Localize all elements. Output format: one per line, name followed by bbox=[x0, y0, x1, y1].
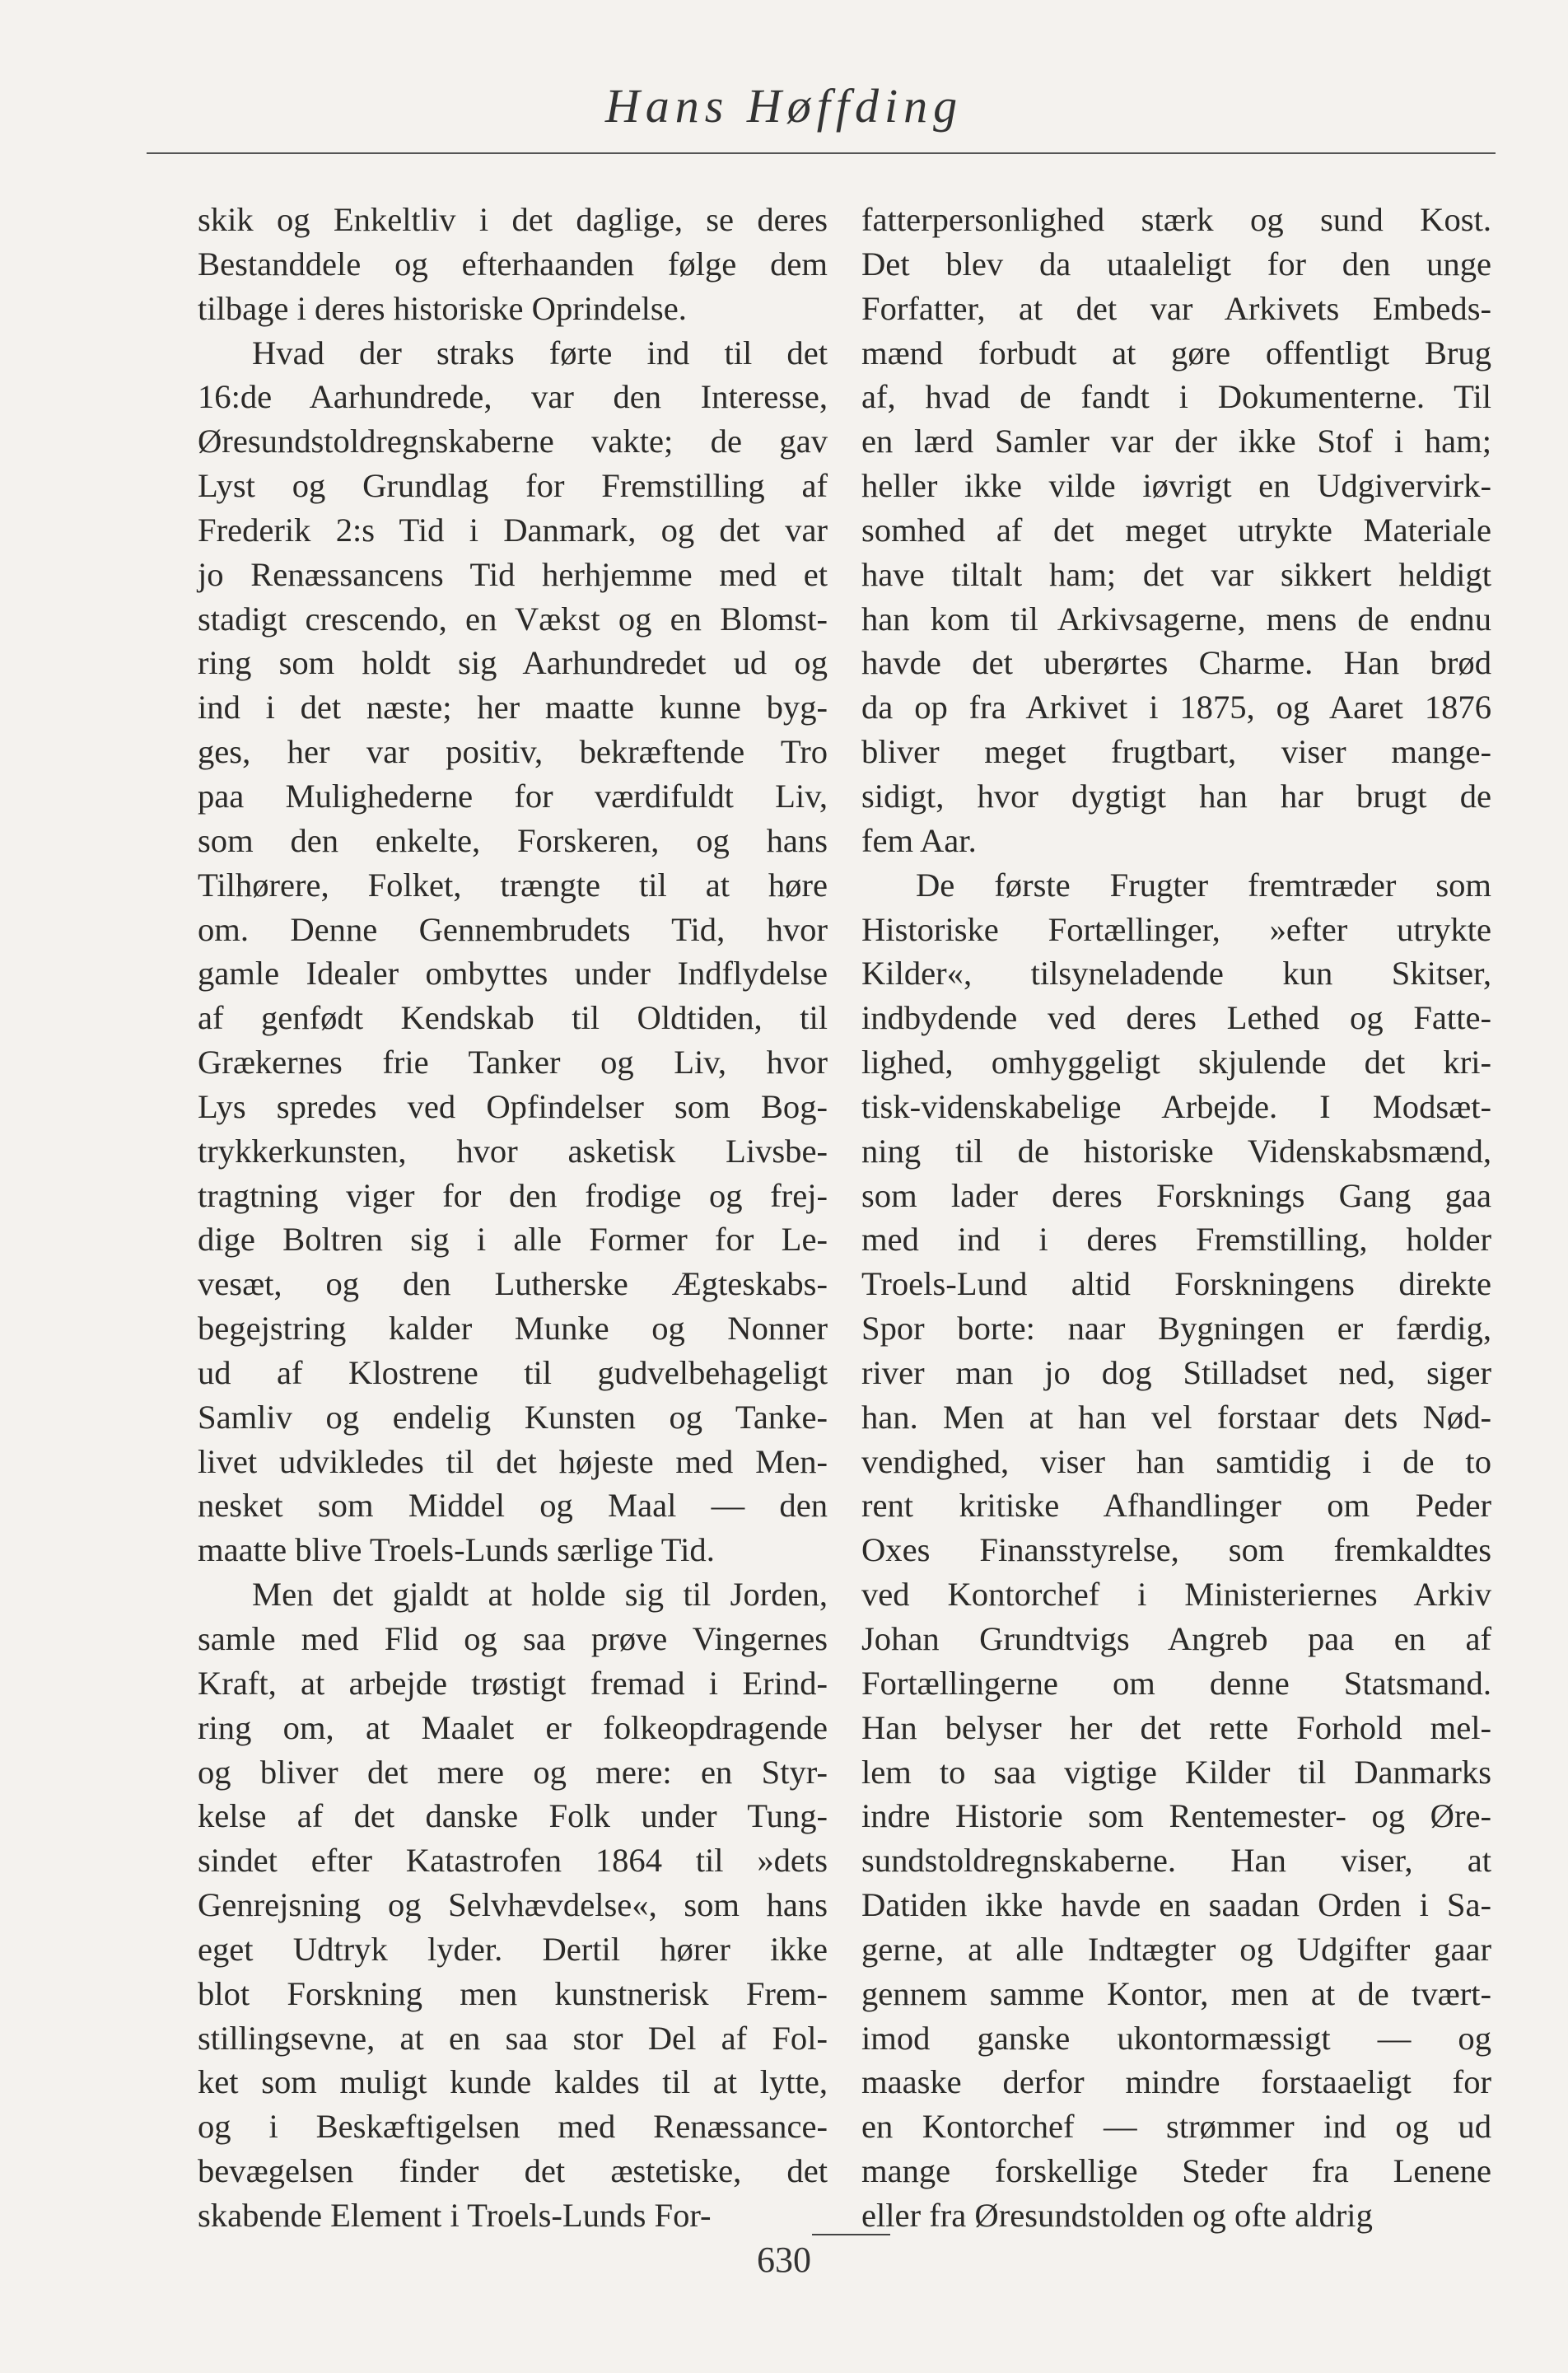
text-line: heller ikke vilde iøvrigt en Udgivervirk- bbox=[861, 467, 1491, 505]
text-line: med ind i deres Fremstilling, holder bbox=[861, 1221, 1491, 1259]
text-line: Lys spredes ved Opfindelser som Bog- bbox=[198, 1087, 828, 1125]
text-line: bevægelsen finder det æstetiske, det bbox=[198, 2152, 828, 2190]
text-line: gerne, at alle Indtægter og Udgifter gaar bbox=[861, 1930, 1491, 1968]
text-line: rent kritiske Afhandlinger om Peder bbox=[861, 1487, 1491, 1525]
text-line: som den enkelte, Forskeren, og hans bbox=[198, 821, 828, 859]
text-line: Johan Grundtvigs Angreb paa en af bbox=[861, 1620, 1491, 1657]
text-line: Men det gjaldt at holde sig til Jorden, bbox=[252, 1576, 828, 1614]
text-line: maatte blive Troels-Lunds særlige Tid. bbox=[198, 1531, 715, 1569]
text-line: bliver meget frugtbart, viser mange- bbox=[861, 733, 1491, 771]
text-line: ges, her var positiv, bekræftende Tro bbox=[198, 733, 828, 771]
text-line: vendighed, viser han samtidig i de to bbox=[861, 1442, 1491, 1480]
text-line: sindet efter Katastrofen 1864 til »dets bbox=[198, 1842, 828, 1880]
text-line: en lærd Samler var der ikke Stof i ham; bbox=[861, 423, 1491, 460]
text-line: tisk-videnskabelige Arbejde. I Modsæt- bbox=[861, 1087, 1491, 1125]
text-line: kelse af det danske Folk under Tung- bbox=[198, 1797, 828, 1835]
text-line: ring om, at Maalet er folkeopdragende bbox=[198, 1708, 828, 1746]
text-line: somhed af det meget utrykte Materiale bbox=[861, 511, 1491, 549]
text-line: De første Frugter fremtræder som bbox=[916, 866, 1491, 904]
text-line: Samliv og endelig Kunsten og Tanke- bbox=[198, 1398, 828, 1436]
text-line: Grækernes frie Tanker og Liv, hvor bbox=[198, 1044, 828, 1081]
page-number: 630 bbox=[757, 2240, 811, 2280]
text-line: skik og Enkeltliv i det daglige, se deres bbox=[198, 201, 828, 238]
text-line: imod ganske ukontormæssigt — og bbox=[861, 2019, 1491, 2057]
text-line: ring som holdt sig Aarhundredet ud og bbox=[198, 644, 828, 682]
text-line: eller fra Øresundstolden og ofte aldrig bbox=[861, 2196, 1373, 2234]
text-line: Det blev da utaaleligt for den unge bbox=[861, 245, 1491, 283]
text-line: tilbage i deres historiske Oprindelse. bbox=[198, 289, 687, 327]
text-line: fem Aar. bbox=[861, 821, 977, 859]
text-line: Lyst og Grundlag for Fremstilling af bbox=[198, 467, 828, 505]
text-line: Troels-Lund altid Forskningens direkte bbox=[861, 1265, 1491, 1303]
text-line: river man jo dog Stilladset ned, siger bbox=[861, 1353, 1491, 1391]
text-line: paa Mulighederne for værdifuldt Liv, bbox=[198, 777, 828, 815]
text-line: indre Historie som Rentemester- og Øre- bbox=[861, 1797, 1491, 1835]
text-line: lem to saa vigtige Kilder til Danmarks bbox=[861, 1753, 1491, 1791]
text-line: blot Forskning men kunstnerisk Frem- bbox=[198, 1974, 828, 2012]
text-line: af, hvad de fandt i Dokumenterne. Til bbox=[861, 378, 1491, 416]
text-line: gamle Idealer ombyttes under Indflydelse bbox=[198, 955, 828, 993]
text-line: da op fra Arkivet i 1875, og Aaret 1876 bbox=[861, 689, 1491, 726]
text-line: livet udvikledes til det højeste med Men- bbox=[198, 1442, 828, 1480]
text-line: indbydende ved deres Lethed og Fatte- bbox=[861, 999, 1491, 1037]
right-column bbox=[861, 198, 1491, 2238]
text-line: Oxes Finansstyrelse, som fremkaldtes bbox=[861, 1531, 1491, 1569]
text-line: Fortællingerne om denne Statsmand. bbox=[861, 1664, 1491, 1702]
text-line: stillingsevne, at en saa stor Del af Fol- bbox=[198, 2019, 828, 2057]
text-line: og i Beskæftigelsen med Renæssance- bbox=[198, 2108, 828, 2146]
text-line: dige Boltren sig i alle Former for Le- bbox=[198, 1221, 828, 1259]
text-line: af genfødt Kendskab til Oldtiden, til bbox=[198, 999, 828, 1037]
text-line: ind i det næste; her maatte kunne byg- bbox=[198, 689, 828, 726]
text-line: Kraft, at arbejde trøstigt fremad i Erind- bbox=[198, 1664, 828, 1702]
text-line: Genrejsning og Selvhævdelse«, som hans bbox=[198, 1886, 828, 1924]
text-line: havde det uberørtes Charme. Han brød bbox=[861, 644, 1491, 682]
text-line: han kom til Arkivsagerne, mens de endnu bbox=[861, 600, 1491, 638]
text-line: sundstoldregnskaberne. Han viser, at bbox=[861, 1842, 1491, 1880]
text-line: vesæt, og den Lutherske Ægteskabs- bbox=[198, 1265, 828, 1303]
left-column bbox=[198, 198, 828, 2238]
text-line: eget Udtryk lyder. Dertil hører ikke bbox=[198, 1930, 828, 1968]
text-line: om. Denne Gennembrudets Tid, hvor bbox=[198, 910, 828, 948]
text-line: Spor borte: naar Bygningen er færdig, bbox=[861, 1310, 1491, 1348]
text-line: Forfatter, at det var Arkivets Embeds- bbox=[861, 289, 1491, 327]
text-line: Tilhørere, Folket, trængte til at høre bbox=[198, 866, 828, 904]
text-line: 16:de Aarhundrede, var den Interesse, bbox=[198, 378, 828, 416]
running-header: Hans Høffding bbox=[604, 79, 964, 133]
text-line: Bestanddele og efterhaanden følge dem bbox=[198, 245, 828, 283]
text-line: ved Kontorchef i Ministeriernes Arkiv bbox=[861, 1576, 1491, 1614]
text-line: sidigt, hvor dygtigt han har brugt de bbox=[861, 777, 1491, 815]
text-line: skabende Element i Troels-Lunds For- bbox=[198, 2196, 712, 2234]
text-line: Øresundstoldregnskaberne vakte; de gav bbox=[198, 423, 828, 460]
text-line: han. Men at han vel forstaar dets Nød- bbox=[861, 1398, 1491, 1436]
text-line: trykkerkunsten, hvor asketisk Livsbe- bbox=[198, 1132, 828, 1170]
text-line: stadigt crescendo, en Vækst og en Blomst- bbox=[198, 600, 828, 638]
text-line: Han belyser her det rette Forhold mel- bbox=[861, 1708, 1491, 1746]
text-line: Datiden ikke havde en saadan Orden i Sa- bbox=[861, 1886, 1491, 1924]
text-line: Historiske Fortællinger, »efter utrykte bbox=[861, 910, 1491, 948]
text-line: Frederik 2:s Tid i Danmark, og det var bbox=[198, 511, 828, 549]
text-line: mænd forbudt at gøre offentligt Brug bbox=[861, 334, 1491, 371]
text-line: lighed, omhyggeligt skjulende det kri- bbox=[861, 1044, 1491, 1081]
text-line: ket som muligt kunde kaldes til at lytte, bbox=[198, 2063, 828, 2101]
text-line: begejstring kalder Munke og Nonner bbox=[198, 1310, 828, 1348]
text-line: som lader deres Forsknings Gang gaa bbox=[861, 1176, 1491, 1214]
text-line: Hvad der straks førte ind til det bbox=[252, 334, 828, 371]
text-line: fatterpersonlighed stærk og sund Kost. bbox=[861, 201, 1491, 238]
text-line: nesket som Middel og Maal — den bbox=[198, 1487, 828, 1525]
text-line: ning til de historiske Videnskabsmænd, bbox=[861, 1132, 1491, 1170]
text-line: en Kontorchef — strømmer ind og ud bbox=[861, 2108, 1491, 2146]
text-line: tragtning viger for den frodige og frej- bbox=[198, 1176, 828, 1214]
text-line: ud af Klostrene til gudvelbehageligt bbox=[198, 1353, 828, 1391]
text-line: og bliver det mere og mere: en Styr- bbox=[198, 1753, 828, 1791]
text-line: samle med Flid og saa prøve Vingernes bbox=[198, 1620, 828, 1657]
text-line: gennem samme Kontor, men at de tvært- bbox=[861, 1974, 1491, 2012]
text-line: have tiltalt ham; det var sikkert heldigt bbox=[861, 555, 1491, 593]
header-rule bbox=[147, 152, 1496, 154]
text-line: mange forskellige Steder fra Lenene bbox=[861, 2152, 1491, 2190]
text-line: Kilder«, tilsyneladende kun Skitser, bbox=[861, 955, 1491, 993]
footer-rule bbox=[812, 2234, 890, 2235]
text-line: jo Renæssancens Tid herhjemme med et bbox=[198, 555, 828, 593]
text-line: maaske derfor mindre forstaaeligt for bbox=[861, 2063, 1491, 2101]
